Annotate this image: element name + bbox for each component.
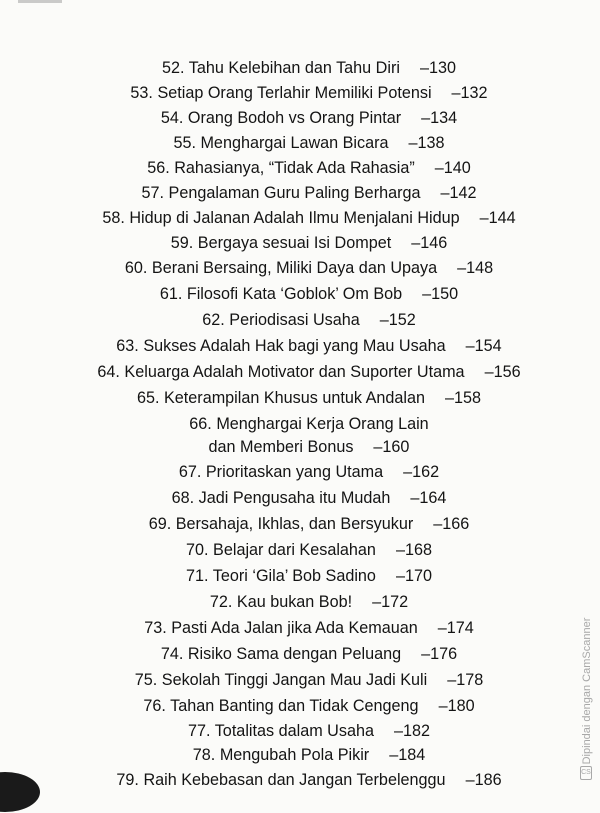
toc-entry-number: 72. [209,593,233,611]
toc-entry-page: –150 [422,285,459,303]
toc-entry [0,747,600,813]
toc-entry-page: –162 [403,463,440,481]
toc-entry-number: 52. [162,59,185,77]
toc-entry-number: 75. [134,671,158,689]
toc-entry-title: Hidup di Jalanan Adalah Ilmu Menjalani Hidup [129,209,460,227]
toc-entry-page: –132 [451,84,488,102]
toc-entry-title: Keluarga Adalah Motivator dan Suporter Utama [124,363,465,381]
toc-entry-title: Risiko Sama dengan Peluang [187,645,402,663]
toc-entry-page: –152 [379,311,416,329]
toc-entry-number: 68. [171,489,195,507]
toc-entry-page: –146 [411,234,448,252]
toc-entry-title: Bersahaja, Ikhlas, dan Bersyukur [175,515,414,533]
toc-entry-page: –182 [393,722,430,740]
toc-entry-title: Keterampilan Khusus untuk Andalan [164,389,425,407]
toc-entry-title: Prioritaskan yang Utama [205,463,384,481]
toc-entry-page: –180 [438,697,475,715]
toc-entry-number: 74. [160,645,184,663]
toc-entry-number: 67. [178,463,202,481]
toc-entry-title: Orang Bodoh vs Orang Pintar [187,109,402,127]
toc-entry-number: 70. [186,541,209,559]
toc-entry-page: –130 [419,59,456,77]
toc-entry-page: –174 [437,619,474,637]
toc-entry-page: –148 [457,259,494,277]
toc-entry-page: –178 [447,671,484,689]
toc-entry-page: –154 [465,337,502,355]
toc-entry-number: 56. [147,159,170,177]
watermark-text: Dipindai dengan CamScanner [581,617,593,765]
toc-entry-page: –142 [440,184,477,202]
toc-entry-title: Raih Kebebasan dan Jangan Terbelenggu [143,771,446,789]
toc-entry-title: Berani Bersaing, Miliki Daya dan Upaya [151,259,438,277]
toc-entry-number: 61. [159,285,183,303]
toc-entry-page: –138 [408,134,445,152]
toc-entry-number: 53. [130,84,153,102]
toc-entry-title: Totalitas dalam Usaha [214,722,374,740]
toc-entry-title: Sukses Adalah Hak bagi yang Mau Usaha [143,337,446,355]
toc-entry-title: Periodisasi Usaha [229,311,360,329]
scanner-watermark [578,596,596,786]
toc-entry-title: Tahu Kelebihan dan Tahu Diri [188,59,400,77]
toc-entry-number: 76. [143,697,166,715]
toc-entry-page: –134 [421,109,458,127]
toc-entry-page: –140 [434,159,471,177]
toc-entry-page: –160 [373,438,410,456]
toc-entry-title: Sekolah Tinggi Jangan Mau Jadi Kuli [161,671,428,689]
toc-entry-page: –166 [433,515,470,533]
toc-entry-number: 59. [170,234,194,252]
toc-entry-number: 71. [186,567,209,585]
toc-entry-number: 57. [141,184,165,202]
toc-entry-number: 54. [160,109,184,127]
toc-entry-title: Pengalaman Guru Paling Berharga [168,184,421,202]
toc-entry-number: 73. [144,619,167,637]
toc-entry-title: Rahasianya, “Tidak Ada Rahasia” [174,159,415,177]
toc-entry-number: 60. [124,259,148,277]
toc-entry-number: 64. [97,363,120,381]
toc-entry-page: –184 [389,746,426,764]
toc-entry-title: Jadi Pengusaha itu Mudah [198,489,391,507]
toc-entry-number: 69. [148,515,172,533]
toc-entry-page: –172 [372,593,409,611]
toc-entry-title: Teori ‘Gila’ Bob Sadino [212,567,376,585]
toc-entry-page: –156 [484,363,521,381]
toc-entry-title: Menghargai Kerja Orang Lain [216,415,429,433]
toc-entry-title: Bergaya sesuai Isi Dompet [197,234,392,252]
toc-entry-title-line2: dan Memberi Bonus [208,438,354,456]
toc-entry-page: –164 [410,489,447,507]
toc-entry-number: 63. [116,337,139,355]
toc-entry-number: 66. [189,415,212,433]
camscanner-logo-icon: CS [580,766,592,780]
toc-entry-number: 77. [187,722,211,740]
toc-entry-title: Filosofi Kata ‘Goblok’ Om Bob [186,285,403,303]
toc-entry-title: Setiap Orang Terlahir Memiliki Potensi [157,84,432,102]
toc-entry-title: Belajar dari Kesalahan [213,541,376,559]
toc-entry-page: –144 [479,209,516,227]
toc-entry-page: –176 [421,645,458,663]
toc-entry-number: 58. [102,209,125,227]
toc-entry-title: Pasti Ada Jalan jika Ada Kemauan [171,619,418,637]
toc-entry-page: –170 [395,567,432,585]
toc-entry-page: –158 [444,389,481,407]
toc-entry-title: Mengubah Pola Pikir [219,746,370,764]
toc-entry-title: Menghargai Lawan Bicara [200,134,389,152]
toc-entry-number: 78. [192,746,216,764]
toc-entry-title: Tahan Banting dan Tidak Cengeng [170,697,419,715]
toc-entry-number: 79. [116,771,139,789]
toc-entry-number: 65. [136,389,160,407]
toc-entry-page: –168 [395,541,432,559]
toc-entry-page: –186 [465,771,502,789]
toc-entry-number: 55. [173,134,196,152]
toc-entry-number: 62. [202,311,225,329]
toc-entry-title: Kau bukan Bob! [236,593,353,611]
